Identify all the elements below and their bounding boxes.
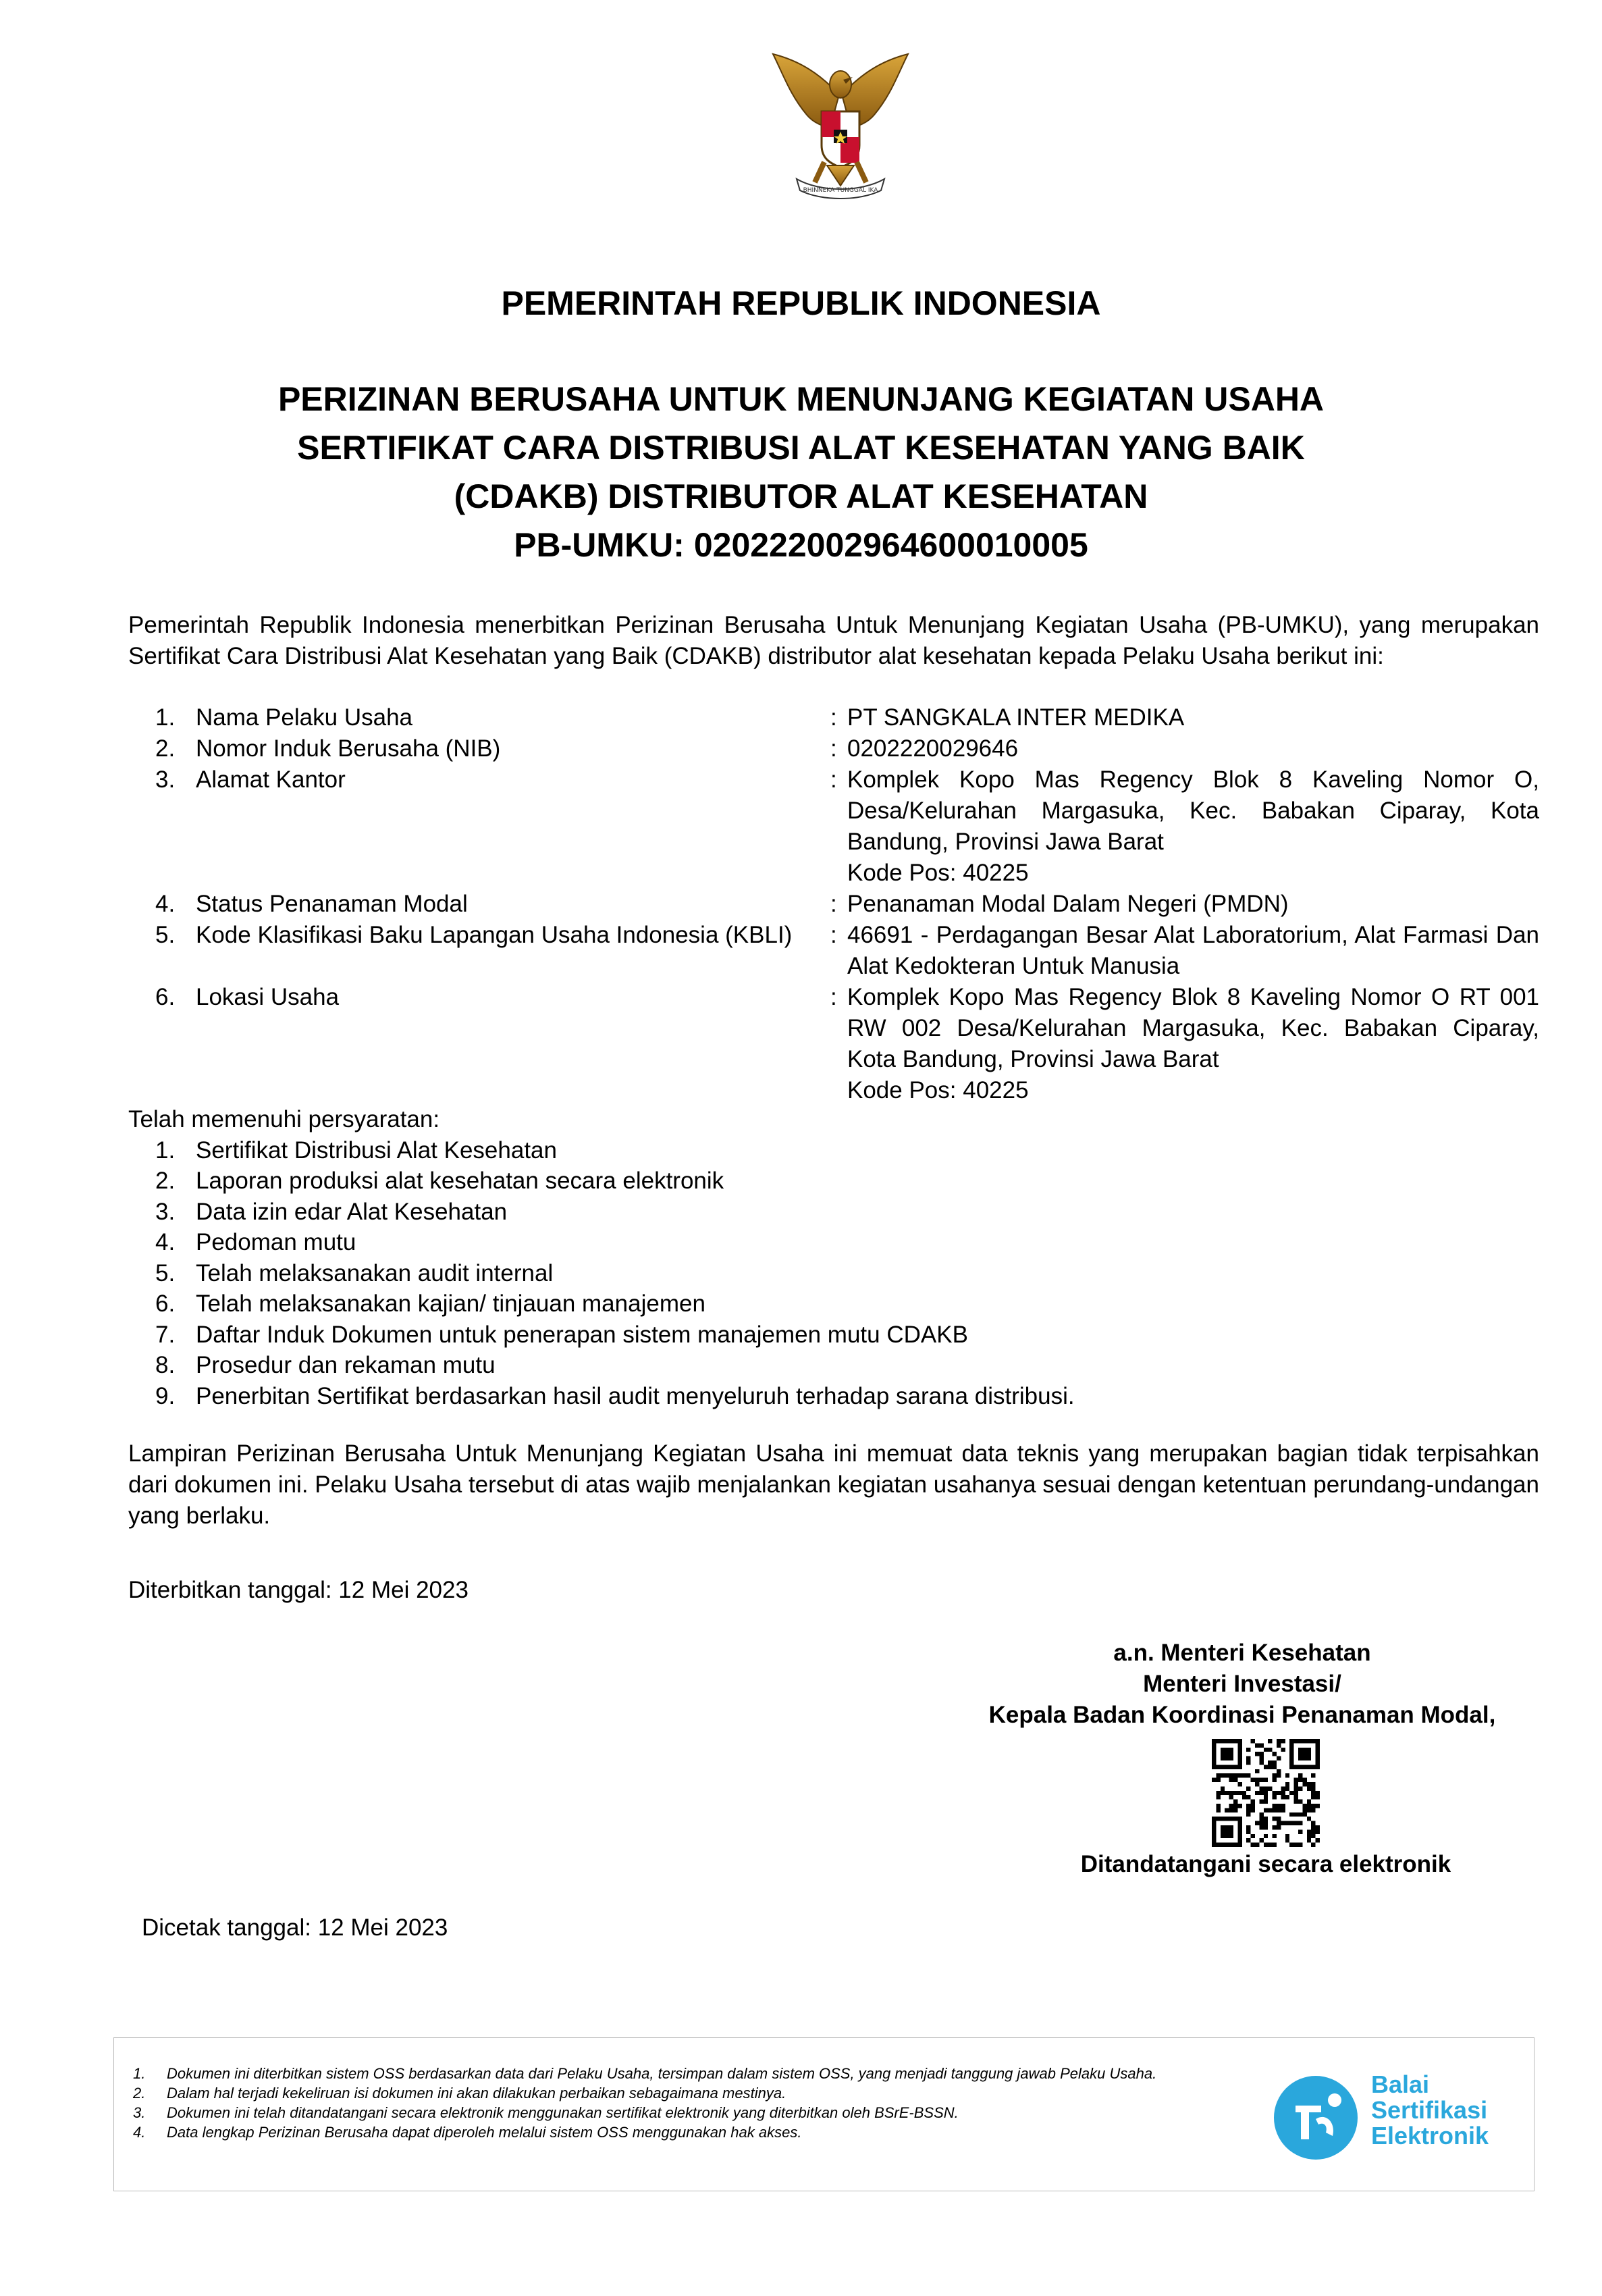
closing-paragraph: Lampiran Perizinan Berusaha Untuk Menunjang Kegiatan Usaha ini memuat data teknis yang merupakan bagian tidak terpisahkan dari dokumen ini. Pelaku Usaha tersebut di atas wajib menjalankan kegiatan usahanya sesuai dengan ketentuan perundang-undangan yang berlaku. <box>128 1440 1539 1529</box>
requirement-item <box>128 1381 1539 1412</box>
detail-number: 4. <box>155 891 176 917</box>
detail-value <box>847 733 1539 764</box>
signatory-line: Kepala Badan Koordinasi Penanaman Modal, <box>988 1702 1496 1728</box>
detail-row <box>128 889 1539 920</box>
footer-note-text: Data lengkap Perizinan Berusaha dapat diperoleh melalui sistem OSS menggunakan hak akses. <box>167 2124 802 2141</box>
detail-label: Alamat Kantor <box>196 766 346 793</box>
bsre-logo <box>1269 2065 1518 2166</box>
signature-block <box>945 1638 1539 1731</box>
requirement-number: 1. <box>155 1137 176 1164</box>
title-line: (CDAKB) DISTRIBUTOR ALAT KESEHATAN <box>454 477 1148 515</box>
bsre-logo-text <box>1371 2072 1489 2149</box>
requirement-item <box>128 1135 1539 1166</box>
detail-value-line: PT SANGKALA INTER MEDIKA <box>847 704 1185 731</box>
detail-row <box>128 982 1539 1106</box>
intro-paragraph: Pemerintah Republik Indonesia menerbitkan Perizinan Berusaha Untuk Menunjang Kegiatan Usaha (PB-UMKU), yang merupakan Sertifikat Cara Distribusi Alat Kesehatan yang Baik (CDAKB) distributor alat kesehatan kepada Pelaku Usaha berikut ini: <box>128 612 1539 669</box>
detail-label: Lokasi Usaha <box>196 984 340 1010</box>
footer-note-number: 3. <box>133 2104 146 2121</box>
detail-number: 5. <box>155 922 176 948</box>
requirement-text: Penerbitan Sertifikat berdasarkan hasil audit menyeluruh terhadap sarana distribusi. <box>196 1382 1075 1409</box>
requirement-number: 2. <box>155 1168 176 1194</box>
detail-number: 2. <box>155 735 176 762</box>
footer-notes-box <box>113 2037 1534 2191</box>
detail-number: 6. <box>155 984 176 1010</box>
license-number: PB-UMKU: 02022200296460001000​5 <box>514 526 1088 564</box>
detail-row <box>128 733 1539 764</box>
footer-note <box>126 2122 1247 2142</box>
footer-note-text: Dokumen ini diterbitkan sistem OSS berdasarkan data dari Pelaku Usaha, tersimpan dalam sistem OSS, yang menjadi tanggung jawab Pelaku Usaha. <box>167 2065 1157 2082</box>
business-details <box>128 702 1539 1106</box>
requirement-text: Laporan produksi alat kesehatan secara elektronik <box>196 1168 724 1194</box>
requirement-text: Daftar Induk Dokumen untuk penerapan sistem manajemen mutu CDAKB <box>196 1321 968 1348</box>
detail-colon: : <box>830 766 837 793</box>
requirements-heading: Telah memenuhi persyaratan: <box>128 1106 440 1132</box>
requirement-item <box>128 1197 1539 1228</box>
requirement-number: 9. <box>155 1382 176 1409</box>
government-title: PEMERINTAH REPUBLIK INDONESIA <box>501 284 1101 322</box>
issued-date: Diterbitkan tanggal: 12 Mei 2023 <box>128 1577 469 1603</box>
detail-value <box>847 702 1539 733</box>
detail-value-line: 46691 - Perdagangan Besar Alat Laboratorium, Alat Farmasi Dan Alat Kedokteran Untuk Manusia <box>847 922 1539 979</box>
requirement-item <box>128 1320 1539 1351</box>
requirement-text: Telah melaksanakan kajian/ tinjauan manajemen <box>196 1290 705 1317</box>
requirement-number: 8. <box>155 1352 176 1378</box>
detail-colon: : <box>830 704 837 731</box>
detail-value-line: Penanaman Modal Dalam Negeri (PMDN) <box>847 891 1289 917</box>
footer-notes <box>126 2064 1247 2142</box>
requirement-number: 7. <box>155 1321 176 1348</box>
requirement-number: 6. <box>155 1290 176 1317</box>
detail-value-line: Kode Pos: 40225 <box>847 860 1029 886</box>
footer-note <box>126 2083 1247 2103</box>
signatory-line: a.n. Menteri Kesehatan <box>1113 1640 1371 1666</box>
detail-colon: : <box>830 735 837 762</box>
detail-value <box>847 982 1539 1106</box>
footer-note <box>126 2103 1247 2122</box>
bsre-logo-icon <box>1269 2065 1363 2166</box>
requirement-text: Data izin edar Alat Kesehatan <box>196 1198 508 1225</box>
bsre-logo-line: Elektronik <box>1371 2122 1489 2149</box>
footer-note-number: 2. <box>133 2085 146 2102</box>
detail-value-line: Kode Pos: 40225 <box>847 1077 1029 1103</box>
title-line: PERIZINAN BERUSAHA UNTUK MENUNJANG KEGIATAN USAHA <box>277 380 1325 418</box>
footer-note-number: 1. <box>133 2065 146 2082</box>
footer-note-text: Dalam hal terjadi kekeliruan isi dokumen ini akan dilakukan perbaikan sebagaimana mestinya. <box>167 2085 786 2102</box>
detail-colon: : <box>830 891 837 917</box>
bsre-logo-line: Sertifikasi <box>1371 2096 1488 2124</box>
requirements-list <box>128 1135 1539 1412</box>
detail-label: Nomor Induk Berusaha (NIB) <box>196 735 501 762</box>
signatory-line: Menteri Investasi/ <box>1143 1671 1341 1697</box>
requirement-item <box>128 1227 1539 1258</box>
detail-number: 3. <box>155 766 176 793</box>
detail-colon: : <box>830 984 837 1010</box>
requirement-item <box>128 1350 1539 1381</box>
detail-label: Kode Klasifikasi Baku Lapangan Usaha Indonesia (KBLI) <box>196 922 793 948</box>
detail-label: Nama Pelaku Usaha <box>196 704 412 731</box>
printed-date: Dicetak tanggal: 12 Mei 2023 <box>142 1914 448 1941</box>
detail-colon: : <box>830 922 837 948</box>
qr-code-icon <box>1212 1739 1320 1847</box>
requirements-section <box>128 1104 1539 1411</box>
requirement-text: Pedoman mutu <box>196 1229 356 1255</box>
certificate-title <box>0 375 1602 569</box>
detail-value <box>847 920 1539 982</box>
requirement-text: Sertifikat Distribusi Alat Kesehatan <box>196 1137 557 1164</box>
requirement-number: 3. <box>155 1198 176 1225</box>
detail-value <box>847 764 1539 889</box>
garuda-emblem-icon <box>759 47 922 209</box>
requirement-number: 4. <box>155 1229 176 1255</box>
detail-row <box>128 764 1539 889</box>
detail-value-line: 0202220029646 <box>847 735 1019 762</box>
title-line: SERTIFIKAT CARA DISTRIBUSI ALAT KESEHATAN YANG BAIK <box>297 429 1305 467</box>
detail-row <box>128 920 1539 982</box>
detail-number: 1. <box>155 704 176 731</box>
detail-value-line: Komplek Kopo Mas Regency Blok 8 Kaveling Nomor O RT 001 RW 002 Desa/Kelurahan Margasuka, Kec. Babakan Ciparay, Kota Bandung, Provinsi Jawa Barat <box>847 984 1539 1072</box>
detail-value-line: Komplek Kopo Mas Regency Blok 8 Kaveling Nomor O, Desa/Kelurahan Margasuka, Kec. Babakan Ciparay, Kota Bandung, Provinsi Jawa Barat <box>847 766 1539 855</box>
detail-row <box>128 702 1539 733</box>
footer-note-text: Dokumen ini telah ditandatangani secara elektronik menggunakan sertifikat elektronik yang diterbitkan oleh BSrE-BSSN. <box>167 2104 959 2121</box>
requirement-text: Telah melaksanakan audit internal <box>196 1259 554 1286</box>
detail-label: Status Penanaman Modal <box>196 891 468 917</box>
footer-note-number: 4. <box>133 2124 146 2141</box>
footer-note <box>126 2064 1247 2083</box>
bsre-logo-line: Balai <box>1371 2070 1430 2098</box>
requirement-item <box>128 1166 1539 1197</box>
svg-text:BHINNEKA TUNGGAL IKA: BHINNEKA TUNGGAL IKA <box>803 187 878 194</box>
requirement-number: 5. <box>155 1259 176 1286</box>
requirement-item <box>128 1258 1539 1289</box>
detail-value <box>847 889 1539 920</box>
electronic-signature-note: Ditandatangani secara elektronik <box>1080 1851 1451 1877</box>
requirement-item <box>128 1288 1539 1320</box>
requirement-text: Prosedur dan rekaman mutu <box>196 1352 496 1378</box>
